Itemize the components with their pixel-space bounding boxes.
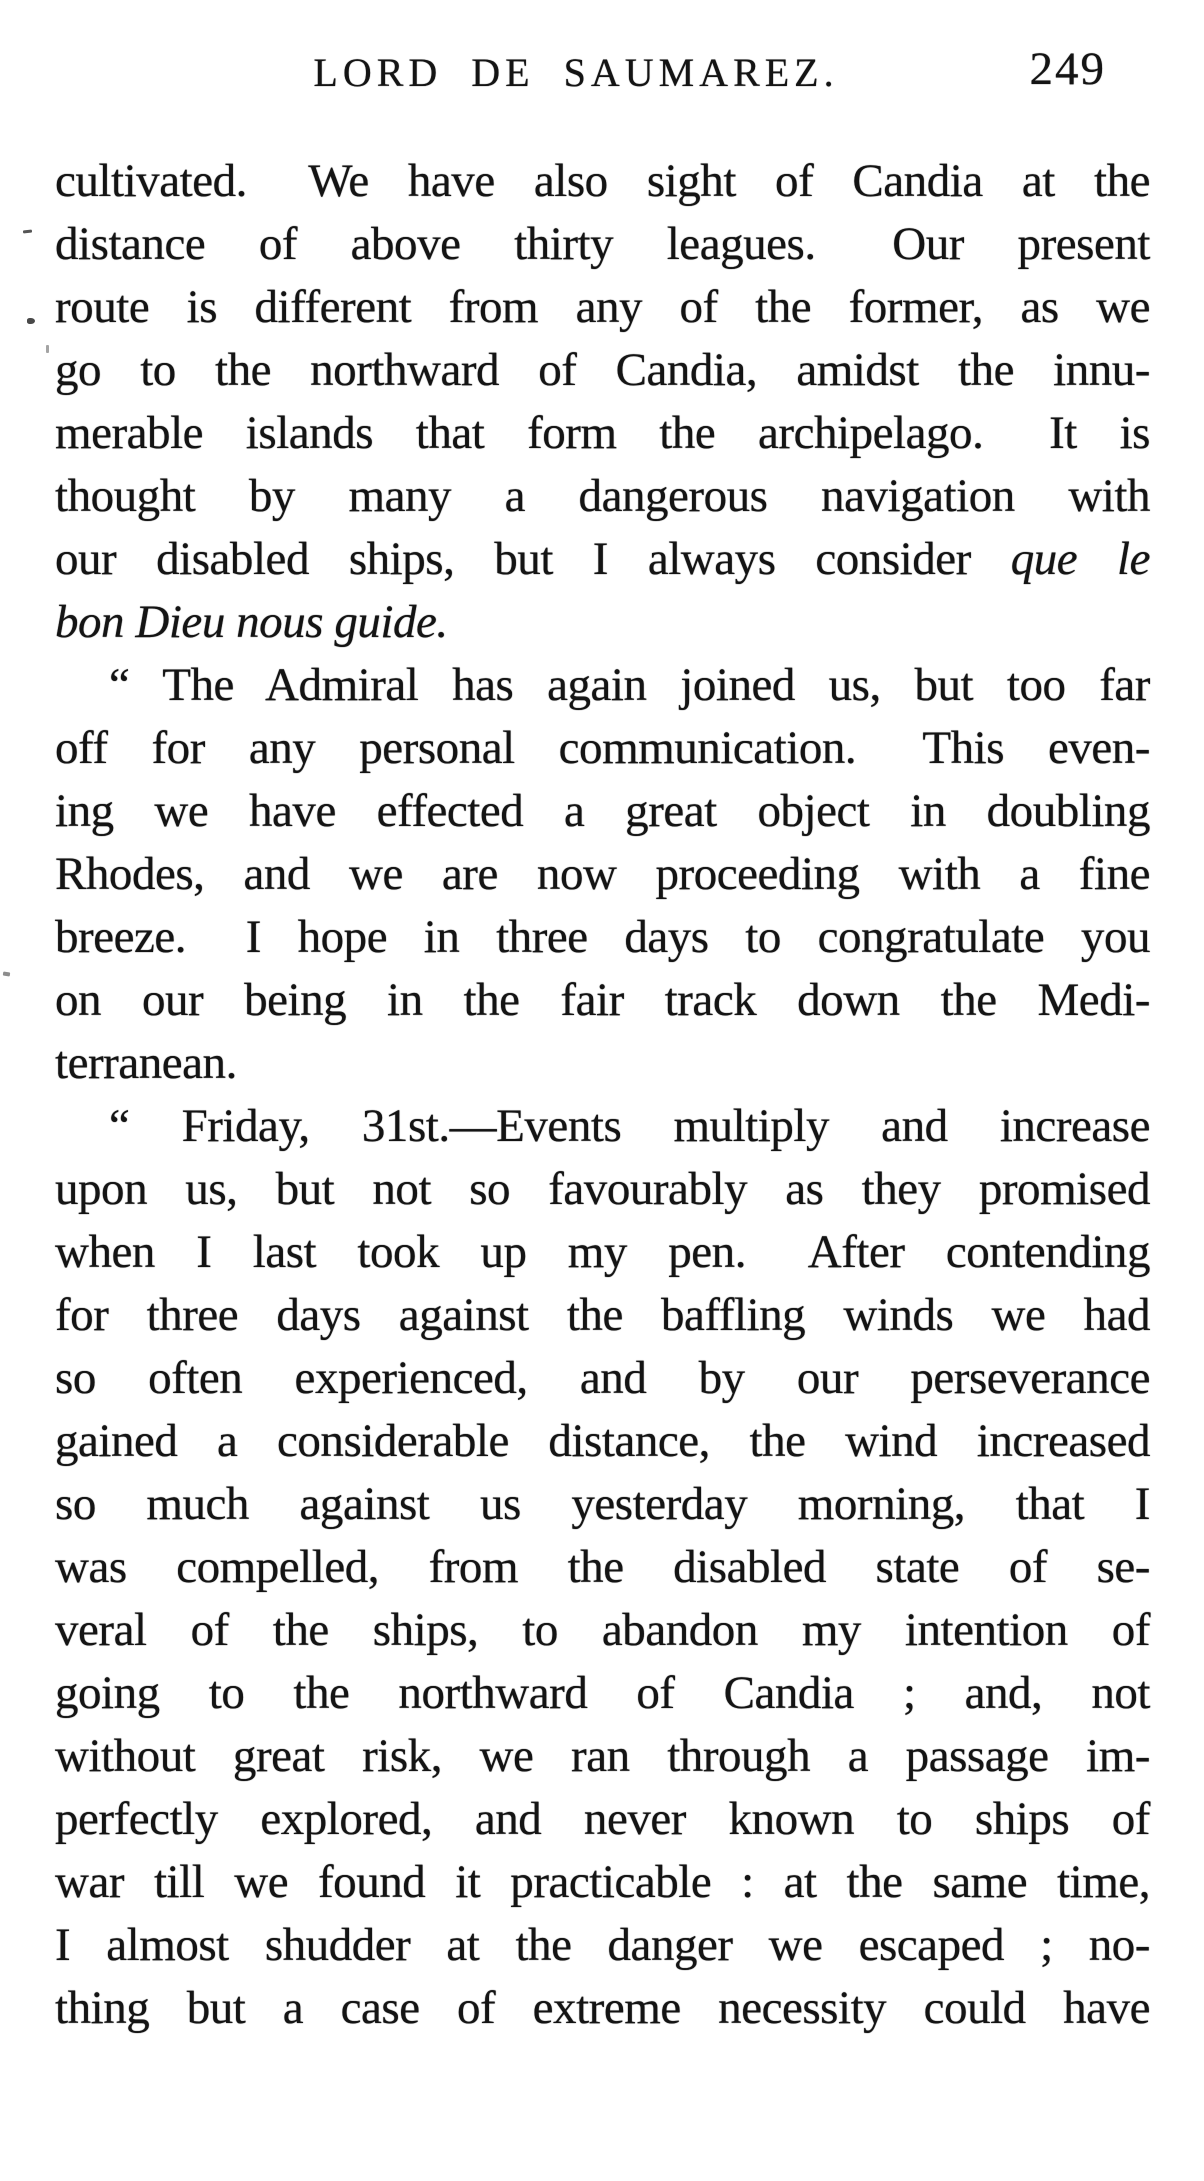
scan-artifact [23,230,32,234]
text-line [55,276,1150,339]
text-line [55,1473,1150,1536]
text-line [55,1284,1150,1347]
text-line [55,591,1150,654]
line-text: terranean. [55,1037,237,1089]
line-text: upon us, but not so favourably as they promised [55,1163,1150,1215]
line-text: gained a considerable distance, the wind increased [55,1415,1150,1467]
line-text: going to the northward of Candia ; and, not [55,1667,1150,1719]
text-line [55,1851,1150,1914]
text-line [55,339,1150,402]
text-line [55,1032,1150,1095]
line-text: was compelled, from the disabled state of se- [55,1541,1150,1593]
text-line [55,843,1150,906]
line-text-italic: bon Dieu nous guide. [55,596,448,648]
line-text: for three days against the baffling winds we had [55,1289,1150,1341]
line-text-italic: que le [1010,533,1150,585]
scan-artifact [3,972,10,977]
text-line [55,1977,1150,2040]
line-text: so often experienced, and by our perseverance [55,1352,1150,1404]
text-line [55,465,1150,528]
line-text: veral of the ships, to abandon my intention of [55,1604,1150,1656]
text-line [55,906,1150,969]
text-line [55,1536,1150,1599]
page-number: 249 [1029,43,1106,95]
line-text: when I last took up my pen. After contending [55,1226,1150,1278]
line-text: breeze. I hope in three days to congratulate you [55,911,1150,963]
text-line [55,1662,1150,1725]
text-line [55,717,1150,780]
text-line [55,528,1150,591]
text-line [55,1410,1150,1473]
text-line [55,969,1150,1032]
line-text: route is different from any of the former, as we [55,281,1150,333]
text-line [55,1914,1150,1977]
line-text: merable islands that form the archipelago. It is [55,407,1150,459]
line-text: perfectly explored, and never known to ships of [55,1793,1150,1845]
text-line [55,402,1150,465]
text-line [55,1347,1150,1410]
line-text: thought by many a dangerous navigation with [55,470,1150,522]
line-text: distance of above thirty leagues. Our present [55,218,1150,270]
line-text: cultivated. We have also sight of Candia at the [55,155,1150,207]
text-line [55,780,1150,843]
line-text: on our being in the fair track down the Medi- [55,974,1150,1026]
text-line [55,654,1150,717]
line-text: ing we have effected a great object in doubling [55,785,1150,837]
text-line [55,1221,1150,1284]
paragraph [55,1095,1150,2040]
running-title: LORD DE SAUMAREZ. [313,50,839,95]
text-line [55,150,1150,213]
text-line [55,1095,1150,1158]
text-line [55,1158,1150,1221]
line-text: Rhodes, and we are now proceeding with a fine [55,848,1150,900]
text-line [55,1788,1150,1851]
line-text: our disabled ships, but I always consider [55,533,1011,585]
paragraph [55,150,1150,654]
line-text: go to the northward of Candia, amidst the innu- [55,344,1150,396]
text-block [55,150,1150,2040]
scan-artifact [46,345,49,353]
line-text: “ Friday, 31st.—Events multiply and increase [109,1100,1150,1152]
line-text: “ The Admiral has again joined us, but too far [109,659,1150,711]
line-text: war till we found it practicable : at the same time, [55,1856,1150,1908]
text-line [55,213,1150,276]
scan-artifact [27,318,35,324]
line-text: off for any personal communication. This even- [55,722,1150,774]
line-text: without great risk, we ran through a passage im- [55,1730,1150,1782]
line-text: I almost shudder at the danger we escaped ; no- [55,1919,1150,1971]
line-text: thing but a case of extreme necessity could have [55,1982,1150,2034]
paragraph [55,654,1150,1095]
text-line [55,1599,1150,1662]
text-line [55,1725,1150,1788]
line-text: so much against us yesterday morning, that I [55,1478,1150,1530]
